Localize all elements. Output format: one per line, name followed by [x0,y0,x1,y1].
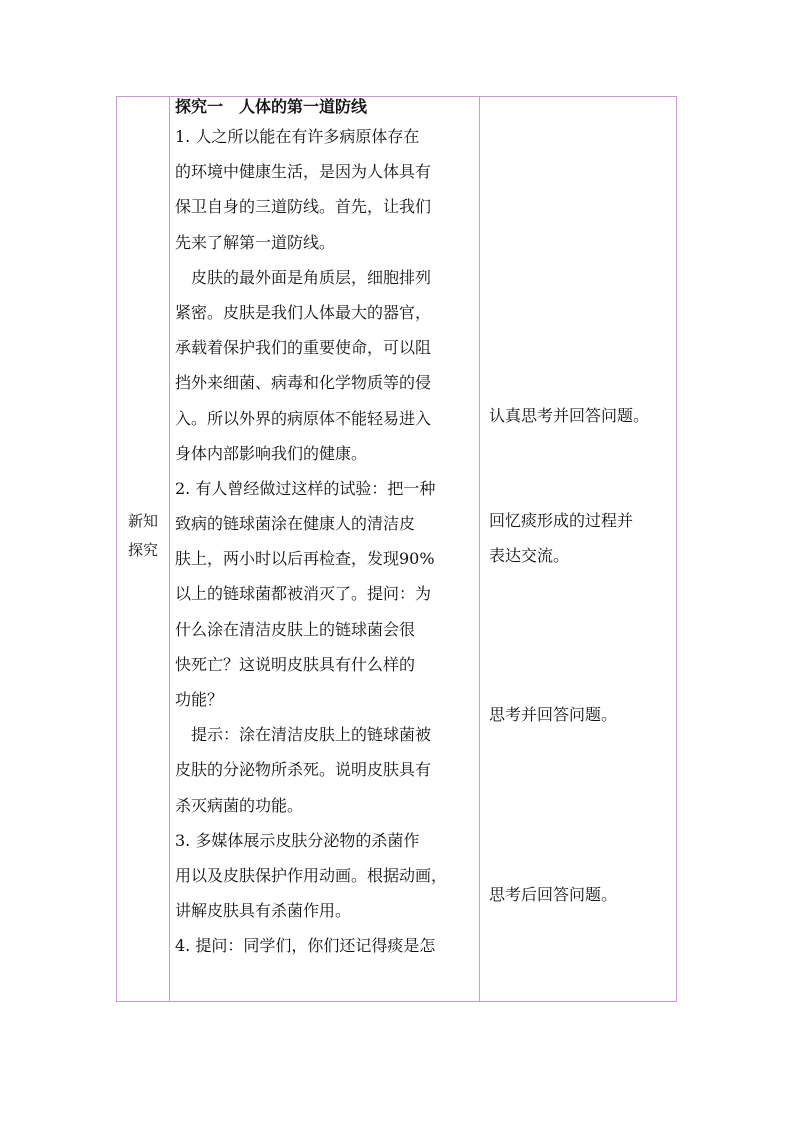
section-label [117,507,169,565]
text-line: 什么涂在清洁皮肤上的链球菌会很 [175,619,416,639]
text-line: 承载着保护我们的重要使命，可以阻 [175,338,432,358]
section-label-line: 探究 [127,541,158,559]
column-divider [169,97,170,1001]
lesson-table [116,96,677,1002]
text-line: 保卫自身的三道防线。首先，让我们 [175,197,432,217]
student-activity-item [489,877,617,912]
text-line: 的环境中健康生活，是因为人体具有 [175,162,432,182]
text-line: 2. 有人曾经做过这样的试验：把一种 [175,478,436,498]
text-line: 快死亡？这说明皮肤具有什么样的 [175,654,416,674]
text-line: 认真思考并回答问题。 [489,406,650,425]
text-line: 皮肤的最外面是角质层，细胞排列 [175,267,432,287]
text-line: 身体内部影响我们的健康。 [175,443,368,463]
column-divider [479,97,480,1001]
student-activity-item [489,697,617,732]
text-line: 紧密。皮肤是我们人体最大的器官， [175,302,432,322]
text-line: 提示：涂在清洁皮肤上的链球菌被 [175,725,432,745]
section-heading: 探究一 人体的第一道防线 [175,97,368,116]
student-activity-item [489,398,649,433]
student-activity-item [489,503,633,573]
text-line: 致病的链球菌涂在健康人的清洁皮 [175,514,416,534]
text-line: 功能？ [175,690,224,709]
text-line: 肤上，两小时以后再检查，发现90% [175,549,435,569]
section-label-line: 新知 [127,512,158,530]
text-line: 回忆痰形成的过程并 [489,511,634,530]
text-line: 先来了解第一道防线。 [175,232,336,252]
text-line: 用以及皮肤保护作用动画。根据动画， [175,865,448,885]
text-line: 入。所以外界的病原体不能轻易进入 [175,408,432,428]
text-line: 思考并回答问题。 [489,705,618,724]
text-line: 杀灭病菌的功能。 [175,795,304,815]
text-line: 4. 提问：同学们，你们还记得痰是怎 [175,936,436,956]
text-line: 思考后回答问题。 [489,885,618,904]
text-line: 1. 人之所以能在有许多病原体存在 [175,127,420,146]
text-line: 3. 多媒体展示皮肤分泌物的杀菌作 [175,830,420,850]
text-line: 讲解皮肤具有杀菌作用。 [175,901,352,921]
text-line: 以上的链球菌都被消灭了。提问：为 [175,584,432,604]
teacher-activity-column [175,97,475,964]
text-line: 表达交流。 [489,546,570,566]
text-line: 皮肤的分泌物所杀死。说明皮肤具有 [175,760,432,780]
text-line: 挡外来细菌、病毒和化学物质等的侵 [175,373,432,393]
